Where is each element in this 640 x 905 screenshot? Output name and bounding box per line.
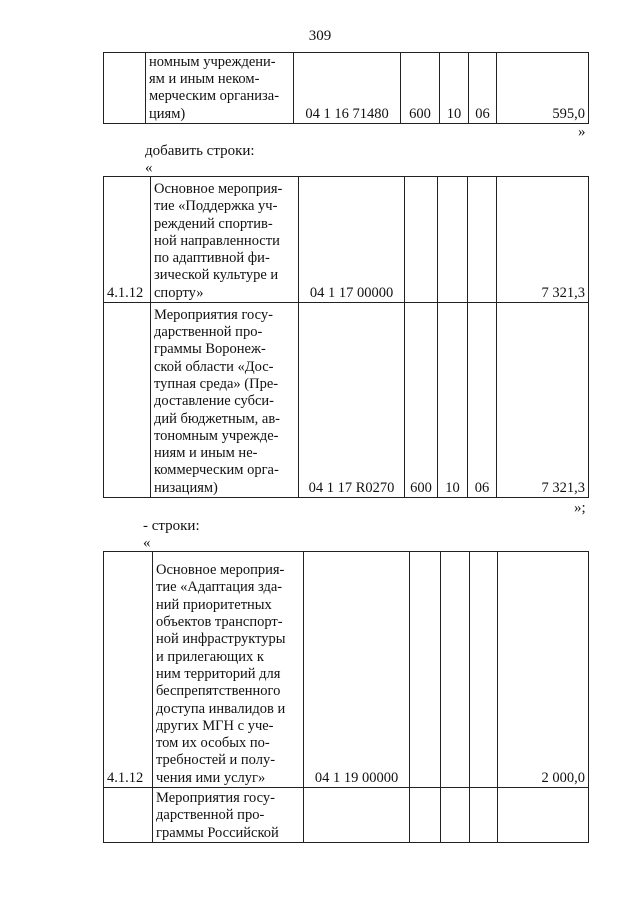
- row-description: номным учреждени- ям и иным неком- мерческим организа- циям): [146, 53, 294, 124]
- open-quote: «: [143, 535, 151, 551]
- table-row: [104, 552, 589, 788]
- row-expense-type: 600: [405, 303, 438, 498]
- close-quote-semicolon: »;: [574, 500, 586, 516]
- page-number: 309: [308, 28, 332, 44]
- row-description: Мероприятия госу- дарственной про- граммы Российской: [153, 788, 304, 843]
- row-subsection: [470, 552, 498, 788]
- row-description: Основное мероприя- тие «Адаптация зда- ний приоритетных объектов транспорт- ной инфраструктуры и прилегающих к ним территорий для беспрепятственного доступа инвалидов и других МГН с уче- том их особых по- требностей и полу- чения ими услуг»: [153, 552, 304, 788]
- table-row: [104, 303, 589, 498]
- row-code: 04 1 16 71480: [294, 53, 401, 124]
- row-subsection: [468, 177, 497, 303]
- row-subsection: 06: [468, 303, 497, 498]
- row-number: 4.1.12: [104, 177, 151, 303]
- row-code: [304, 788, 410, 843]
- row-section: [438, 177, 468, 303]
- budget-table-replacement-rows: [103, 551, 589, 843]
- rows-label: - строки:: [143, 518, 200, 534]
- row-amount: 7 321,3: [497, 303, 589, 498]
- open-quote: «: [145, 160, 153, 176]
- table-row: [104, 177, 589, 303]
- row-code: 04 1 17 00000: [299, 177, 405, 303]
- add-rows-label: добавить строки:: [145, 143, 255, 159]
- row-number: [104, 788, 153, 843]
- table-row: [104, 788, 589, 843]
- row-amount: 595,0: [497, 53, 589, 124]
- row-subsection: 06: [469, 53, 497, 124]
- row-code: 04 1 19 00000: [304, 552, 410, 788]
- row-description: Основное мероприя- тие «Поддержка уч- реждений спортив- ной направленности по адаптивной фи- зической культуре и спорту»: [151, 177, 299, 303]
- row-expense-type: [405, 177, 438, 303]
- row-section: [441, 788, 470, 843]
- budget-table-continued: [103, 52, 589, 124]
- close-quote: »: [578, 124, 586, 140]
- budget-table-added-rows: [103, 176, 589, 498]
- row-expense-type: 600: [401, 53, 440, 124]
- row-section: 10: [438, 303, 468, 498]
- row-section: 10: [440, 53, 469, 124]
- row-description: Мероприятия госу- дарственной про- граммы Воронеж- ской области «Дос- тупная среда» (Пре- доставление субси- дий бюджетным, ав- тономным учрежде- ниям и иным не- коммерческим орга- низациям): [151, 303, 299, 498]
- row-amount: [498, 788, 589, 843]
- row-expense-type: [410, 788, 441, 843]
- row-amount: 2 000,0: [498, 552, 589, 788]
- table-row: [104, 53, 589, 124]
- row-subsection: [470, 788, 498, 843]
- row-number: 4.1.12: [104, 552, 153, 788]
- row-number: [104, 53, 146, 124]
- row-section: [441, 552, 470, 788]
- row-code: 04 1 17 R0270: [299, 303, 405, 498]
- row-amount: 7 321,3: [497, 177, 589, 303]
- row-number: [104, 303, 151, 498]
- row-expense-type: [410, 552, 441, 788]
